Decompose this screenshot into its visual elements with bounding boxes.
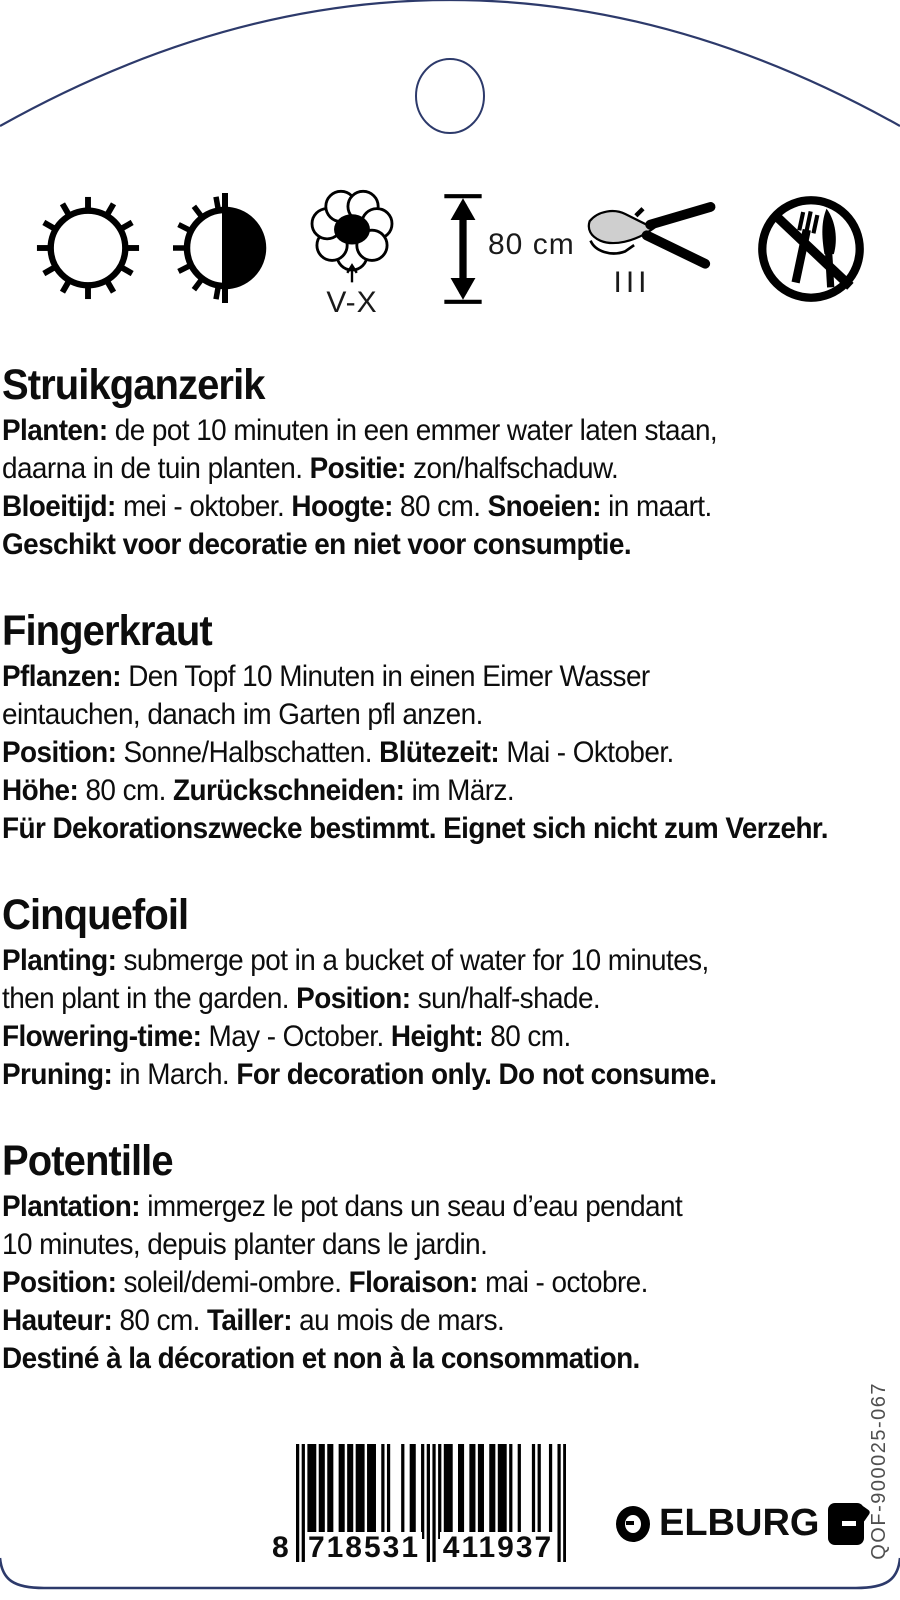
text-line: Planten: de pot 10 minuten in een emmer water laten staan, <box>2 414 718 447</box>
section-title: Struikganzerik <box>2 361 265 409</box>
brand-logo <box>616 1502 864 1545</box>
brand-name: ELBURG <box>659 1502 820 1544</box>
care-section-en <box>2 892 900 1094</box>
section-title: Fingerkraut <box>2 607 212 655</box>
text-line: then plant in the garden. Position: sun/half-shade. <box>2 982 601 1015</box>
care-sections <box>2 362 900 1422</box>
care-section-de <box>2 608 900 848</box>
care-section-nl <box>2 362 900 564</box>
flowering-period-icon <box>300 182 404 291</box>
side-code: QOF-900025-067 <box>868 1382 890 1560</box>
text-line: Höhe: 80 cm. Zurückschneiden: im März. <box>2 774 515 807</box>
section-title: Cinquefoil <box>2 891 189 939</box>
section-title: Potentille <box>2 1137 173 1185</box>
text-line: Bloeitijd: mei - oktober. Hoogte: 80 cm. Snoeien: in maart. <box>2 490 712 523</box>
text-line: Pruning: in March. For decoration only. Do not consume. <box>2 1058 717 1091</box>
text-line: Geschikt voor decoratie en niet voor consumptie. <box>2 528 632 561</box>
text-line: Planting: submerge pot in a bucket of water for 10 minutes, <box>2 944 709 977</box>
barcode-right-digits: 411937 <box>440 1532 556 1564</box>
text-line: Position: Sonne/Halbschatten. Blütezeit: Mai - Oktober. <box>2 736 674 769</box>
height-arrow-icon <box>442 192 484 306</box>
text-line: Hauteur: 80 cm. Tailler: au mois de mars. <box>2 1304 505 1337</box>
text-line: Plantation: immergez le pot dans un seau d’eau pendant <box>2 1190 683 1223</box>
elburg-label-icon <box>828 1503 864 1545</box>
hang-hole <box>416 59 484 133</box>
elburg-ring-icon <box>616 1506 650 1542</box>
no-consumption-icon <box>754 192 868 306</box>
half-shade-icon <box>170 192 280 304</box>
height-label: 80 cm <box>488 228 575 261</box>
care-section-fr <box>2 1138 900 1378</box>
text-line: Position: soleil/demi-ombre. Floraison: mai - octobre. <box>2 1266 648 1299</box>
text-line: daarna in de tuin planten. Positie: zon/halfschaduw. <box>2 452 619 485</box>
pruning-month-label: III <box>613 266 651 299</box>
flowering-period-label: V-X <box>326 286 378 319</box>
barcode-first-digit: 8 <box>272 1531 291 1564</box>
text-line: Flowering-time: May - October. Height: 80 cm. <box>2 1020 571 1053</box>
text-line: 10 minutes, depuis planter dans le jardin. <box>2 1228 488 1261</box>
barcode-left-digits: 718531 <box>307 1531 421 1564</box>
text-line: eintauchen, danach im Garten pfl anzen. <box>2 698 483 731</box>
sun-icon <box>34 194 142 302</box>
tag-top-arc <box>0 0 900 126</box>
text-line: Destiné à la décoration et non à la consommation. <box>2 1342 640 1375</box>
text-line: Pflanzen: Den Topf 10 Minuten in einen Eimer Wasser <box>2 660 650 693</box>
text-line: Für Dekorationszwecke bestimmt. Eignet sich nicht zum Verzehr. <box>2 812 828 845</box>
barcode <box>272 1444 582 1566</box>
